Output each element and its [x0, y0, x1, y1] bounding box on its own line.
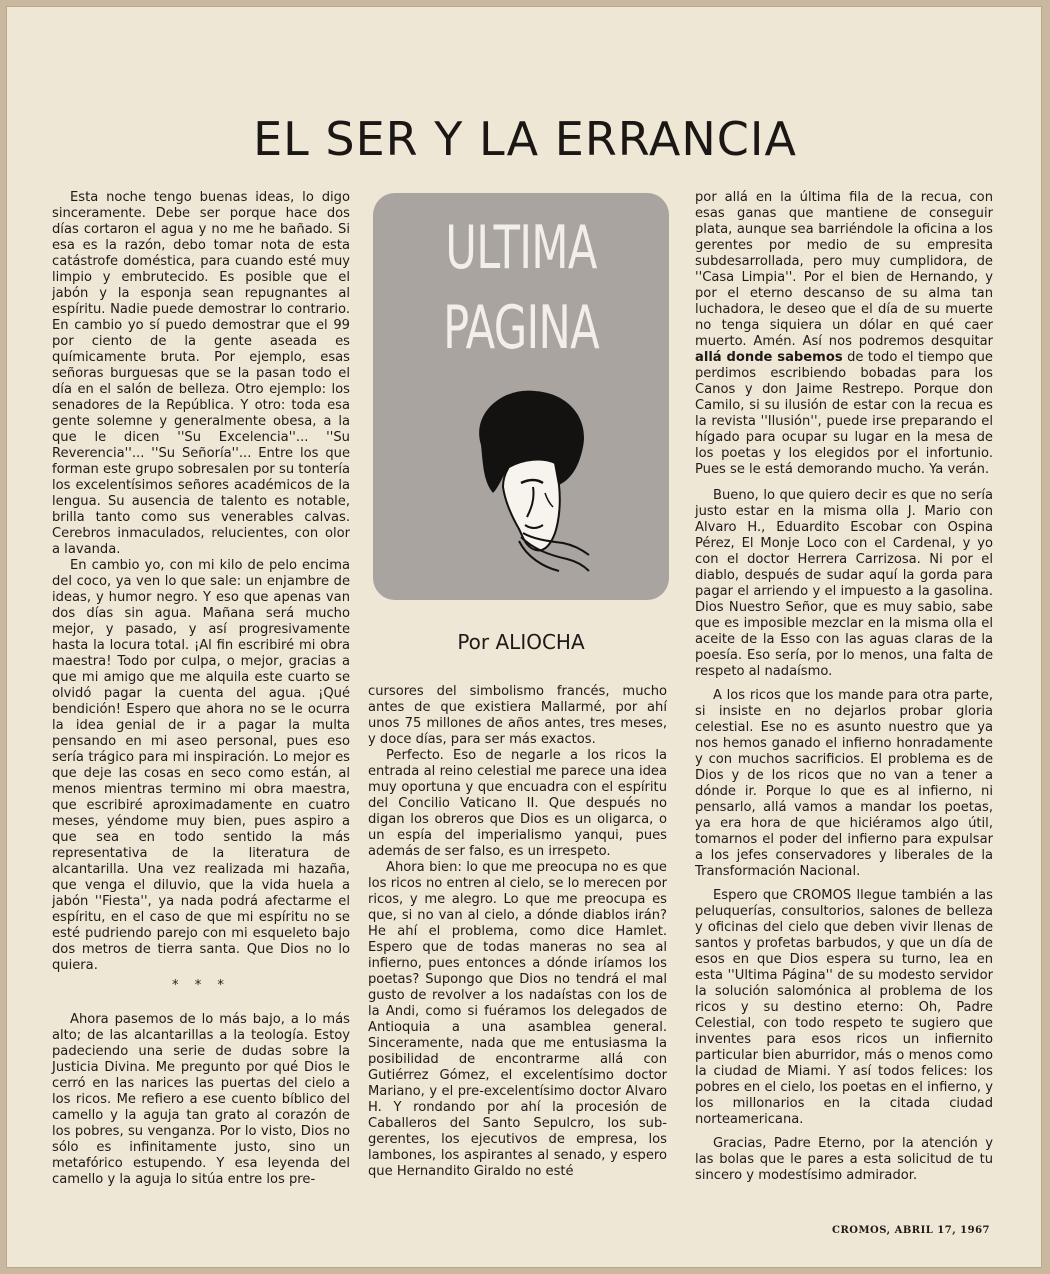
- paragraph: Esta noche tengo buenas ideas, lo digo sinceramente. Debe ser porque hace dos días cortaron el agua y no me he bañado. Si esa es la razón, debo tomar nota de esta catástrofe doméstica, para cuando esté muy limpio y embrutecido. Es posible que el jabón y la esponja sean repugnantes al espíritu. Nadie puede demostrar lo contrario. En cambio yo sí puedo demostrar que el 99 por ciento de la gente aseada es químicamente bruta. Por ejemplo, esas señoras burguesas que se la pasan todo el día en el salón de belleza. Otro ejemplo: los senadores de la República. Y otro: toda esa gente solemne y generalmente obesa, a la que le dicen ''Su Excelencia''... ''Su Reverencia''... ''Su Señoría''... Entre los que forman este grupo sobresalen por su tontería los excelentísimos señores académicos de la lengua. Su ausencia de talento es notable, brilla tanto como sus venerables calvas. Cerebros inmaculados, relucientes, con olor a lavanda.: [52, 190, 350, 557]
- paragraph: cursores del simbolismo francés, mucho antes de que existiera Mallarmé, por ahí unos 75 millones de años antes, tres meses, y doce días, para ser más exactos.: [368, 684, 667, 747]
- text-run: de todo el tiempo que perdimos escribiendo bobadas para los Canos y don Jaime Restrepo. Porque don Camilo, si su ilusión de estar con la recua es la revista ''Ilusión'', puede irse preparando el hígado para ocupar su lugar en la mesa de los poetas y los elegidos por el infortunio. Pues se le está demorando mucho. Ya verán.: [695, 350, 993, 477]
- paragraph: Gracias, Padre Eterno, por la atención y las bolas que le pares a esta solicitud de tu sincero y modestísimo admirador.: [695, 1136, 993, 1183]
- paragraph: Espero que CROMOS llegue también a las peluquerías, consultorios, salones de belleza y oficinas del cielo que deben vivir llenas de santos y profetas barbudos, y que un día de esos en que Dios espera su turno, lea en esta ''Ultima Página'' de su modesto servidor la solución salomónica al problema de los ricos y su destino eterno: Oh, Padre Celestial, con todo respeto te sugiero que inventes para esos ricos un infiernito particular bien aburridor, más o menos como la ciudad de Miami. Y así todos felices: los pobres en el cielo, los poetas en el infierno, y los millonarios en la citada ciudad norteamericana.: [695, 888, 993, 1127]
- paragraph: [695, 190, 993, 478]
- paragraph: Ahora pasemos de lo más bajo, a lo más alto; de las alcantarillas a la teología. Estoy padeciendo una serie de dudas sobre la Justicia Divina. Me pregunto por qué Dios le cerró en las narices las puertas del cielo a los ricos. Me refiero a ese cuento bíblico del camello y la aguja tan grato al corazón de los pobres, su venganza. Por lo visto, Dios no sólo es infinitamente justo, sino un metafórico estupendo. Y esa leyenda del camello y la aguja lo sitúa entre los pre-: [52, 1012, 350, 1187]
- text-column-2: [368, 684, 667, 1180]
- paragraph: Bueno, lo que quiero decir es que no sería justo estar en la misma olla J. Mario con Alvaro H., Eduardito Escobar con Ospina Pérez, El Monje Loco con el Cardenal, y yo con el doctor Herrera Carrizosa. Ni por el diablo, después de sudar aquí la gorda para pagar el arriendo y el impuesto a la gasolina. Dios Nuestro Señor, que es muy sabio, sabe que es imposible mezclar en la misma olla el aceite de la Esso con las aguas claras de la poesía. Eso sería, por lo menos, una falta de respeto al nadaísmo.: [695, 488, 993, 679]
- paragraph: A los ricos que los mande para otra parte, si insiste en no dejarlos probar gloria celestial. Ese no es asunto nuestro que ya nos hemos ganado el infierno honradamente y con muchos sacrificios. El problema es de Dios y de los ricos que no van a tener a dónde ir. Porque lo que es al infierno, ni pensarlo, allá vamos a mandar los poetas, ya era hora de que hiciéramos algo útil, tomarnos el poder del infierno para expulsar a los jefes conservadores y liberales de la Transformación Nacional.: [695, 688, 993, 879]
- text-column-3: [695, 190, 993, 1184]
- publication-footer: CROMOS, ABRIL 17, 1967: [832, 1225, 991, 1236]
- paragraph: Ahora bien: lo que me preocupa no es que los ricos no entren al cielo, se lo merecen por ricos, y me alegro. Lo que me preocupa es que, si no van al cielo, a dónde diablos irán? He ahí el problema, como dice Hamlet. Espero que de todas maneras no sea al infierno, pues entonces a dónde iríamos los poetas? Supongo que Dios no tendrá el mal gusto de revolver a los nadaístas con los de la Andi, como si fuéramos los delegados de Antioquia a una asamblea general. Sinceramente, nada que me entusiasma la posibilidad de encontrarme allá con Gutiérrez Gómez, el excelentísimo doctor Mariano, y el pre-excelentísimo doctor Alvaro H. Y rondando por ahí la procesión de Caballeros del Santo Sepulcro, los sub-gerentes, los ejecutivos de empresa, los lambones, los aspirantes al senado, y espero que Hernandito Giraldo no esté: [368, 860, 667, 1179]
- paragraph: Perfecto. Eso de negarle a los ricos la entrada al reino celestial me parece una idea muy oportuna y que encuadra con el espíritu del Concilio Vaticano II. Que después no digan los obreros que Dios es un oligarca, o un espía del imperialismo yanqui, pues además de ser falso, es un irrespeto.: [368, 748, 667, 859]
- caricature-portrait-illustration: [463, 383, 593, 583]
- box-heading-line-2: PAGINA: [443, 293, 599, 363]
- section-separator: * * *: [172, 978, 230, 993]
- ultima-pagina-box: [373, 193, 669, 600]
- text-column-1: [52, 190, 350, 1188]
- text-run: por allá en la última fila de la recua, con esas ganas que mantiene de conseguir plata, aunque sea barriéndole la oficina a los gerentes por medio de su empresita subdesarrollada, pero muy cumplidora, de ''Casa Limpia''. Por el bien de Hernando, y por el eterno descanso de su alma tan luchadora, le deseo que el día de su muerte no tenga siquiera un dólar en qué caer muerto. Amén. Así nos podremos desquitar: [695, 190, 993, 349]
- byline: Por ALIOCHA: [457, 630, 585, 654]
- article-title: EL SER Y LA ERRANCIA: [253, 112, 797, 166]
- box-heading-line-1: ULTIMA: [445, 213, 597, 283]
- bold-phrase: allá donde sabemos: [695, 350, 843, 365]
- paragraph: En cambio yo, con mi kilo de pelo encima del coco, ya ven lo que sale: un enjambre de ideas, y humor negro. Y eso que apenas van dos días sin agua. Mañana será mucho mejor, y pasado, y así progresivamente hasta la locura total. ¡Al fin escribiré mi obra maestra! Todo por culpa, o mejor, gracias a que mi amigo que me alquila este cuarto se olvidó pagar la cuenta del agua. ¡Qué bendición! Espero que ahora no se le ocurra la idea genial de ir a pagar la multa pensando en mi aseo personal, pues eso sería trágico para mi inspiración. Lo mejor es que deje las cosas en seco como están, al menos mientras termino mi obra maestra, que escribiré aproximadamente en cuatro meses, yéndome muy bien, pues aspiro a que sea en todo sentido la más representativa de la literatura de alcantarilla. Una vez realizada mi hazaña, que venga el diluvio, que la vida huela a jabón ''Fiesta'', ya nada podrá afectarme el espíritu, en el caso de que mi espíritu no se esté pudriendo parejo con mi esqueleto bajo dos metros de tierra santa. Que Dios no lo quiera.: [52, 558, 350, 973]
